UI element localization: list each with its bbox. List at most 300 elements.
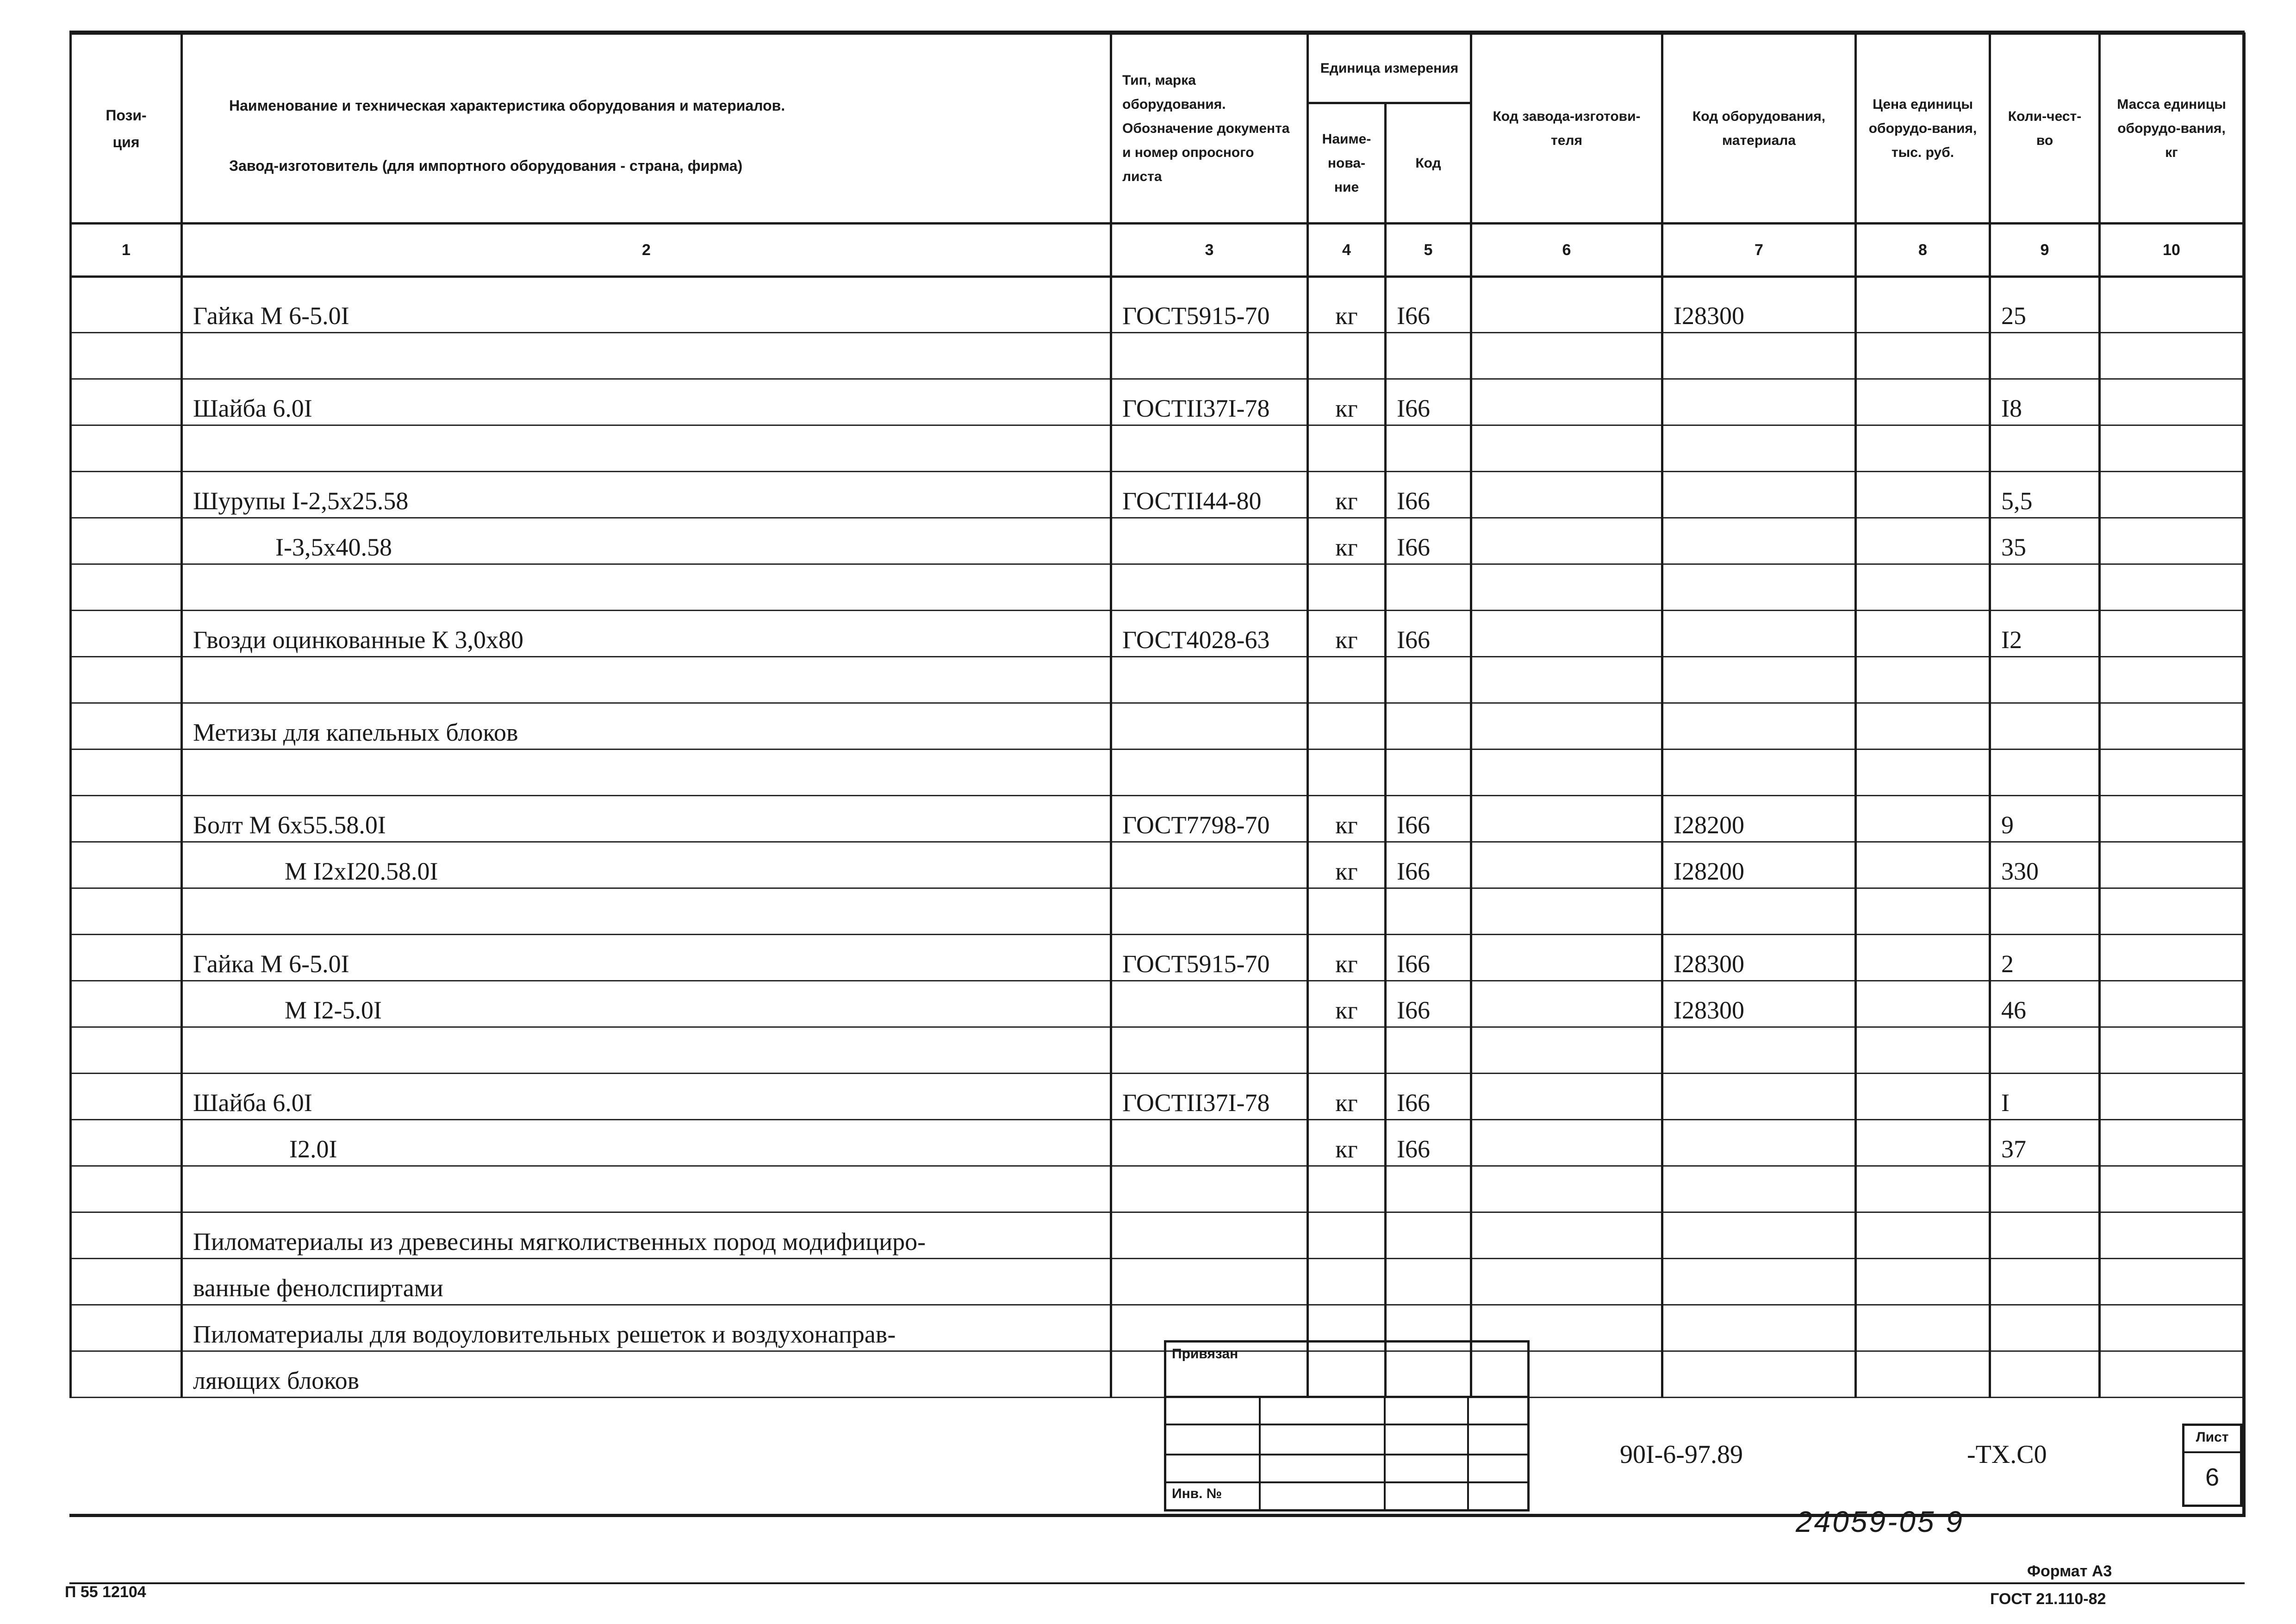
header-unit-price: Цена единицы оборудо-вания, тыс. руб. [1856,34,1990,224]
item-code-cell [1662,518,1856,564]
mass-cell [2100,657,2244,703]
table-row [71,935,2244,981]
doc-cell [1111,1259,1308,1305]
table-row [71,472,2244,518]
unit-code-cell [1386,425,1471,472]
price-cell [1856,611,1990,657]
unit-cell: кг [1308,611,1386,657]
mass-cell [2100,611,2244,657]
mass-cell [2100,703,2244,750]
mass-cell [2100,1027,2244,1074]
unit-cell [1308,1259,1386,1305]
table-row [71,703,2244,750]
table-row [71,564,2244,611]
table-row [71,796,2244,842]
column-number: 9 [1990,224,2100,277]
price-cell [1856,1027,1990,1074]
position-cell [71,935,182,981]
stamp-line [1259,1396,1261,1509]
column-number: 1 [71,224,182,277]
manufacturer-code-cell [1471,564,1662,611]
unit-code-cell [1386,703,1471,750]
unit-code-cell: I66 [1386,518,1471,564]
item-code-cell [1662,611,1856,657]
unit-code-cell [1386,564,1471,611]
table-row [71,1212,2244,1259]
name-cell [182,888,1111,935]
item-code-cell [1662,703,1856,750]
item-code-cell: I28200 [1662,796,1856,842]
quantity-cell [1990,564,2100,611]
name-cell [182,564,1111,611]
unit-code-cell [1386,1212,1471,1259]
name-cell: Шайба 6.0I [182,1074,1111,1120]
item-code-cell [1662,1305,1856,1351]
unit-cell: кг [1308,379,1386,425]
price-cell [1856,935,1990,981]
item-code-cell [1662,1351,1856,1398]
manufacturer-code-cell [1471,518,1662,564]
unit-cell: кг [1308,472,1386,518]
stamp-line [1166,1481,1527,1483]
position-cell [71,472,182,518]
name-cell: I2.0I [182,1120,1111,1166]
mass-cell [2100,935,2244,981]
table-row [71,425,2244,472]
table-row [71,333,2244,379]
sheet-label: Лист [2196,1430,2229,1445]
item-code-cell: I28300 [1662,277,1856,333]
doc-cell: ГОСТII37I-78 [1111,1074,1308,1120]
unit-cell [1308,333,1386,379]
position-cell [71,564,182,611]
manufacturer-code-cell [1471,888,1662,935]
name-cell [182,750,1111,796]
item-code-cell [1662,750,1856,796]
mass-cell [2100,1074,2244,1120]
unit-code-cell [1386,1166,1471,1212]
doc-cell: ГОСТ7798-70 [1111,796,1308,842]
table-row [71,277,2244,333]
unit-cell: кг [1308,1120,1386,1166]
quantity-cell: I8 [1990,379,2100,425]
price-cell [1856,564,1990,611]
price-cell [1856,1120,1990,1166]
quantity-cell: I2 [1990,611,2100,657]
price-cell [1856,425,1990,472]
quantity-cell: 330 [1990,842,2100,888]
name-cell: ванные фенолспиртами [182,1259,1111,1305]
price-cell [1856,657,1990,703]
price-cell [1856,842,1990,888]
sheet-box-divider [2184,1451,2240,1453]
header-unit-group: Единица измерения [1308,34,1471,103]
header-unit-mass: Масса единицы оборудо-вания, кг [2100,34,2244,224]
mass-cell [2100,1212,2244,1259]
position-cell [71,842,182,888]
name-cell: Болт М 6x55.58.0I [182,796,1111,842]
doc-cell [1111,518,1308,564]
unit-code-cell [1386,750,1471,796]
column-number: 10 [2100,224,2244,277]
table-row [71,842,2244,888]
header-name-line1: Наименование и техническая характеристика оборудования и материалов. [229,97,785,114]
table-row [71,750,2244,796]
unit-code-cell: I66 [1386,935,1471,981]
column-number: 5 [1386,224,1471,277]
manufacturer-code-cell [1471,425,1662,472]
position-cell [71,888,182,935]
doc-cell: ГОСТII44-80 [1111,472,1308,518]
manufacturer-code-cell [1471,750,1662,796]
price-cell [1856,703,1990,750]
item-code-cell [1662,1027,1856,1074]
manufacturer-code-cell [1471,379,1662,425]
unit-cell: кг [1308,1074,1386,1120]
quantity-cell: 9 [1990,796,2100,842]
unit-cell: кг [1308,277,1386,333]
footer-line [69,1582,2245,1584]
column-number: 3 [1111,224,1308,277]
table-row [71,1305,2244,1351]
unit-cell: кг [1308,935,1386,981]
name-cell: Пиломатериалы для водоуловительных решеток и воздухонаправ- [182,1305,1111,1351]
footer-gost: ГОСТ 21.110-82 [1990,1590,2106,1608]
stamp-line [1166,1424,1527,1425]
position-cell [71,1027,182,1074]
manufacturer-code-cell [1471,981,1662,1027]
unit-cell [1308,888,1386,935]
item-code-cell [1662,425,1856,472]
mass-cell [2100,750,2244,796]
price-cell [1856,1259,1990,1305]
unit-code-cell: I66 [1386,1074,1471,1120]
stamp-bound-label: Привязан [1172,1346,1238,1362]
quantity-cell [1990,1305,2100,1351]
unit-code-cell: I66 [1386,472,1471,518]
price-cell [1856,1305,1990,1351]
stamp-line [1467,1396,1469,1509]
table-row [71,1074,2244,1120]
price-cell [1856,750,1990,796]
unit-code-cell [1386,1027,1471,1074]
manufacturer-code-cell [1471,796,1662,842]
header-name-line2: Завод-изготовитель (для импортного оборудования - страна, фирма) [229,157,743,174]
item-code-cell [1662,1259,1856,1305]
unit-cell [1308,1027,1386,1074]
price-cell [1856,472,1990,518]
unit-code-cell [1386,333,1471,379]
manufacturer-code-cell [1471,1027,1662,1074]
table-row [71,888,2244,935]
table-row [71,1259,2244,1305]
doc-cell: ГОСТ5915-70 [1111,277,1308,333]
column-number: 2 [182,224,1111,277]
column-number: 6 [1471,224,1662,277]
item-code-cell: I28300 [1662,981,1856,1027]
table-row [71,1166,2244,1212]
price-cell [1856,518,1990,564]
table-row [71,1351,2244,1398]
name-cell [182,425,1111,472]
item-code-cell [1662,888,1856,935]
quantity-cell [1990,1259,2100,1305]
mass-cell [2100,1120,2244,1166]
unit-cell [1308,657,1386,703]
position-cell [71,1259,182,1305]
mass-cell [2100,472,2244,518]
position-cell [71,277,182,333]
position-cell [71,1351,182,1398]
doc-cell: ГОСТII37I-78 [1111,379,1308,425]
item-code-cell [1662,333,1856,379]
price-cell [1856,379,1990,425]
unit-code-cell: I66 [1386,981,1471,1027]
quantity-cell: 37 [1990,1120,2100,1166]
quantity-cell: I [1990,1074,2100,1120]
quantity-cell [1990,1212,2100,1259]
unit-cell: кг [1308,842,1386,888]
quantity-cell [1990,425,2100,472]
name-cell [182,1027,1111,1074]
manufacturer-code-cell [1471,1212,1662,1259]
doc-cell [1111,1166,1308,1212]
binding-stamp [1164,1340,1530,1512]
item-code-cell: I28200 [1662,842,1856,888]
manufacturer-code-cell [1471,1166,1662,1212]
name-cell: М I2xI20.58.0I [182,842,1111,888]
price-cell [1856,796,1990,842]
price-cell [1856,277,1990,333]
unit-cell [1308,1212,1386,1259]
item-code-cell [1662,564,1856,611]
position-cell [71,981,182,1027]
doc-cell [1111,703,1308,750]
manufacturer-code-cell [1471,1120,1662,1166]
position-cell [71,425,182,472]
name-cell: Шайба 6.0I [182,379,1111,425]
stamp-line [1166,1396,1527,1398]
doc-cell [1111,1027,1308,1074]
position-cell [71,1212,182,1259]
position-cell [71,1074,182,1120]
mass-cell [2100,277,2244,333]
header-manufacturer-code: Код завода-изготови-теля [1471,34,1662,224]
quantity-cell [1990,333,2100,379]
price-cell [1856,1074,1990,1120]
manufacturer-code-cell [1471,703,1662,750]
unit-cell [1308,703,1386,750]
header-quantity: Коли-чест-во [1990,34,2100,224]
doc-cell [1111,564,1308,611]
doc-cell [1111,1120,1308,1166]
unit-cell [1308,425,1386,472]
header-item-code: Код оборудования, материала [1662,34,1856,224]
footer-stamp-code: П 55 12104 [65,1583,146,1601]
position-cell [71,657,182,703]
price-cell [1856,888,1990,935]
doc-cell [1111,842,1308,888]
doc-cell [1111,657,1308,703]
unit-code-cell: I66 [1386,796,1471,842]
unit-code-cell: I66 [1386,842,1471,888]
unit-code-cell: I66 [1386,277,1471,333]
unit-code-cell [1386,888,1471,935]
table-row [71,379,2244,425]
item-code-cell [1662,1074,1856,1120]
sheet-number: 6 [2205,1463,2220,1491]
table-row [71,657,2244,703]
header-unit-code: Код [1386,103,1471,224]
quantity-cell: 46 [1990,981,2100,1027]
item-code-cell [1662,1212,1856,1259]
manufacturer-code-cell [1471,842,1662,888]
doc-cell [1111,981,1308,1027]
position-cell [71,750,182,796]
position-cell [71,703,182,750]
footer-format: Формат А3 [2027,1562,2112,1580]
name-cell: ляющих блоков [182,1351,1111,1398]
document-code-suffix: -ТХ.С0 [1967,1440,2047,1469]
quantity-cell [1990,703,2100,750]
unit-code-cell: I66 [1386,379,1471,425]
quantity-cell [1990,1351,2100,1398]
position-cell [71,1166,182,1212]
unit-cell: кг [1308,796,1386,842]
name-cell: М I2-5.0I [182,981,1111,1027]
mass-cell [2100,379,2244,425]
manufacturer-code-cell [1471,472,1662,518]
stamp-inv-label: Инв. № [1172,1486,1222,1501]
column-number: 7 [1662,224,1856,277]
mass-cell [2100,888,2244,935]
position-cell [71,611,182,657]
unit-cell: кг [1308,981,1386,1027]
item-code-cell [1662,379,1856,425]
manufacturer-code-cell [1471,611,1662,657]
price-cell [1856,333,1990,379]
table-row [71,981,2244,1027]
mass-cell [2100,1305,2244,1351]
quantity-cell [1990,1166,2100,1212]
manufacturer-code-cell [1471,1259,1662,1305]
table-row [71,518,2244,564]
position-cell [71,796,182,842]
doc-cell: ГОСТ5915-70 [1111,935,1308,981]
table-row [71,611,2244,657]
price-cell [1856,981,1990,1027]
doc-cell [1111,1212,1308,1259]
handwritten-inventory-number: 24059-05 9 [1796,1505,1964,1538]
price-cell [1856,1212,1990,1259]
position-cell [71,379,182,425]
name-cell: Пиломатериалы из древесины мягколиственных пород модифициро- [182,1212,1111,1259]
mass-cell [2100,425,2244,472]
mass-cell [2100,1259,2244,1305]
position-cell [71,1305,182,1351]
specification-table [69,32,2245,1398]
name-cell: Гвозди оцинкованные К 3,0x80 [182,611,1111,657]
position-cell [71,333,182,379]
table-row [71,1027,2244,1074]
manufacturer-code-cell [1471,1074,1662,1120]
column-number: 8 [1856,224,1990,277]
name-cell: Гайка М 6-5.0I [182,277,1111,333]
mass-cell [2100,1351,2244,1398]
position-cell [71,518,182,564]
mass-cell [2100,564,2244,611]
item-code-cell: I28300 [1662,935,1856,981]
item-code-cell [1662,1120,1856,1166]
mass-cell [2100,333,2244,379]
quantity-cell [1990,888,2100,935]
item-code-cell [1662,657,1856,703]
quantity-cell [1990,1027,2100,1074]
unit-code-cell [1386,1259,1471,1305]
price-cell [1856,1166,1990,1212]
manufacturer-code-cell [1471,935,1662,981]
mass-cell [2100,981,2244,1027]
quantity-cell [1990,750,2100,796]
header-type-doc: Тип, марка оборудования. Обозначение документа и номер опросного листа [1111,34,1308,224]
unit-cell [1308,750,1386,796]
unit-cell: кг [1308,518,1386,564]
name-cell: Метизы для капельных блоков [182,703,1111,750]
name-cell [182,333,1111,379]
price-cell [1856,1351,1990,1398]
stamp-line [1166,1454,1527,1455]
doc-cell [1111,888,1308,935]
header-name [182,34,1111,224]
document-code: 90I-6-97.89 [1620,1440,1743,1469]
name-cell [182,657,1111,703]
manufacturer-code-cell [1471,277,1662,333]
mass-cell [2100,842,2244,888]
doc-cell [1111,333,1308,379]
doc-cell [1111,750,1308,796]
quantity-cell: 2 [1990,935,2100,981]
doc-cell: ГОСТ4028-63 [1111,611,1308,657]
manufacturer-code-cell [1471,657,1662,703]
quantity-cell: 35 [1990,518,2100,564]
name-cell: Шурупы I-2,5x25.58 [182,472,1111,518]
stamp-line [1384,1396,1386,1509]
quantity-cell: 25 [1990,277,2100,333]
name-cell: I-3,5x40.58 [182,518,1111,564]
name-cell [182,1166,1111,1212]
name-cell: Гайка М 6-5.0I [182,935,1111,981]
mass-cell [2100,796,2244,842]
mass-cell [2100,518,2244,564]
item-code-cell [1662,1166,1856,1212]
unit-cell [1308,1166,1386,1212]
header-unit-name: Наиме-нова-ние [1308,103,1386,224]
doc-cell [1111,425,1308,472]
unit-code-cell: I66 [1386,611,1471,657]
sheet-number-box [2182,1424,2242,1507]
quantity-cell [1990,657,2100,703]
unit-cell [1308,564,1386,611]
unit-code-cell [1386,657,1471,703]
table-row [71,1120,2244,1166]
quantity-cell: 5,5 [1990,472,2100,518]
manufacturer-code-cell [1471,333,1662,379]
mass-cell [2100,1166,2244,1212]
position-cell [71,1120,182,1166]
item-code-cell [1662,472,1856,518]
header-position: Пози- ция [71,34,182,224]
unit-code-cell: I66 [1386,1120,1471,1166]
